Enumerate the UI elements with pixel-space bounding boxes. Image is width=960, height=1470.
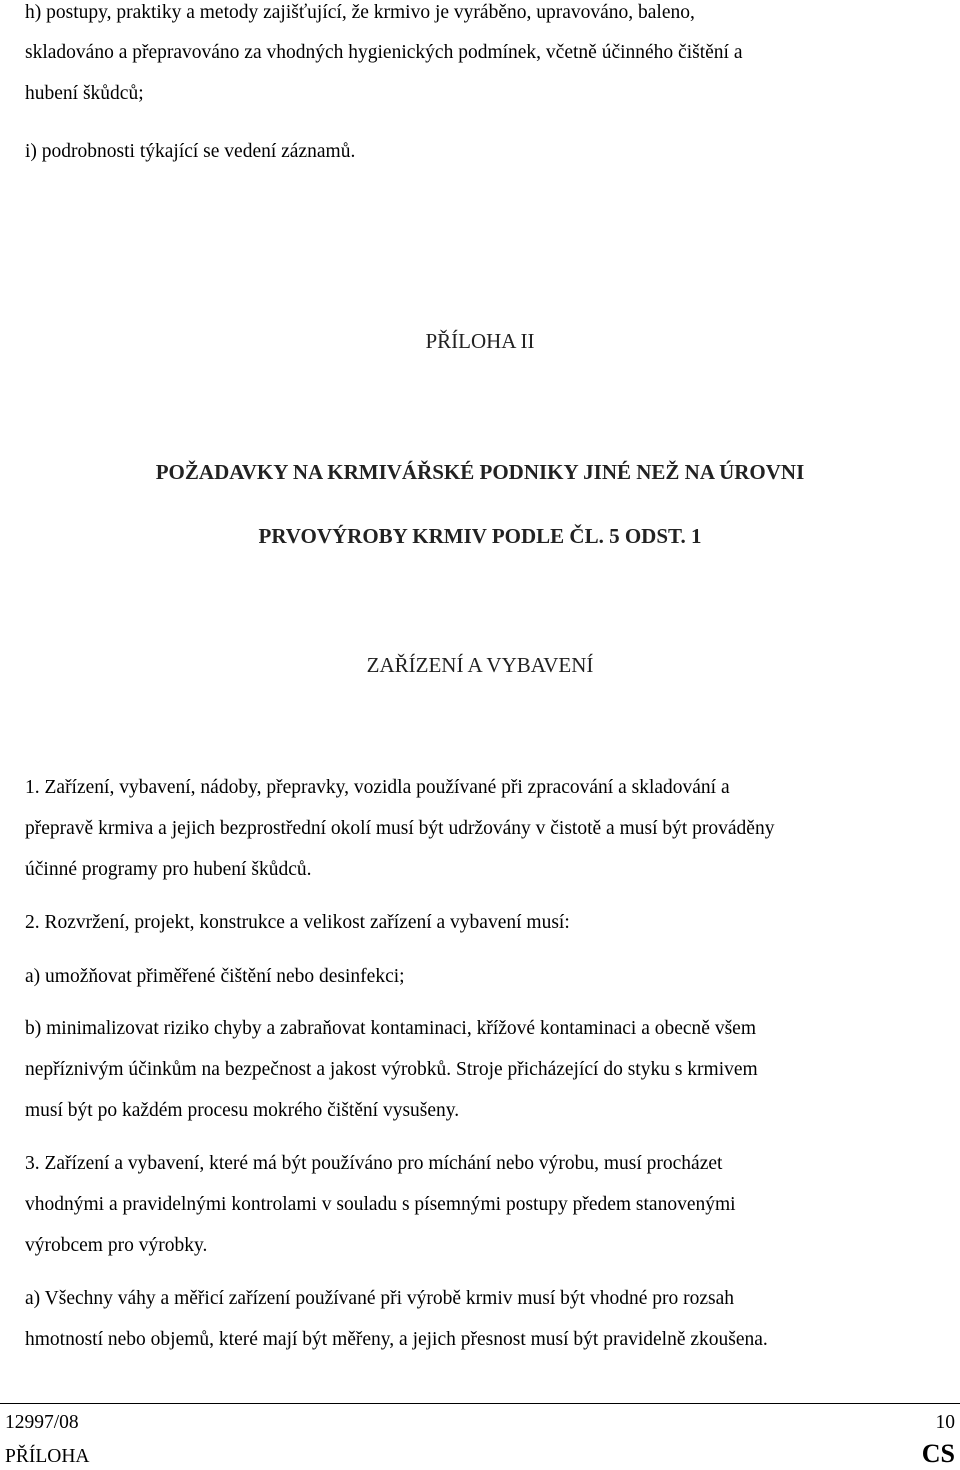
footer-doc-type: PŘÍLOHA xyxy=(5,1446,90,1467)
footer-doc-number: 12997/08 xyxy=(5,1412,79,1433)
paragraph-3a-line: a) Všechny váhy a měřicí zařízení používané při výrobě krmiv musí být vhodné pro rozsah xyxy=(25,1288,734,1309)
paragraph-1-line: přepravě krmiva a jejich bezprostřední okolí musí být udržovány v čistotě a musí být prováděny xyxy=(25,818,775,839)
annex-title: PŘÍLOHA II xyxy=(425,329,535,353)
paragraph-2-line: musí být po každém procesu mokrého čištění vysušeny. xyxy=(25,1100,460,1121)
paragraph-3-line: výrobcem pro výrobky. xyxy=(25,1235,208,1256)
section-title: ZAŘÍZENÍ A VYBAVENÍ xyxy=(366,653,594,677)
body-text-line: h) postupy, praktiky a metody zajišťující, že krmivo je vyráběno, upravováno, baleno, xyxy=(25,2,695,23)
footer-page-number: 10 xyxy=(935,1412,955,1433)
paragraph-2-line: b) minimalizovat riziko chyby a zabraňovat kontaminaci, křížové kontaminaci a obecně všem xyxy=(25,1018,756,1039)
paragraph-1-line: účinné programy pro hubení škůdců. xyxy=(25,859,312,880)
annex-heading-line-1: POŽADAVKY NA KRMIVÁŘSKÉ PODNIKY JINÉ NEŽ NA ÚROVNI xyxy=(155,460,805,484)
paragraph-3a-line: hmotností nebo objemů, které mají být měřeny, a jejich přesnost musí být pravidelně zkoušena. xyxy=(25,1329,768,1350)
body-text-line: skladováno a přepravováno za vhodných hygienických podmínek, včetně účinného čištění a xyxy=(25,42,743,63)
body-text-line: i) podrobnosti týkající se vedení záznamů. xyxy=(25,141,356,162)
footer-language-code: CS xyxy=(921,1439,955,1468)
paragraph-3-line: 3. Zařízení a vybavení, které má být používáno pro míchání nebo výrobu, musí procházet xyxy=(25,1153,723,1174)
paragraph-1-line: 1. Zařízení, vybavení, nádoby, přepravky, vozidla používané při zpracování a skladování a xyxy=(25,777,730,798)
paragraph-2-line: 2. Rozvržení, projekt, konstrukce a velikost zařízení a vybavení musí: xyxy=(25,912,570,933)
paragraph-2-line: nepříznivým účinkům na bezpečnost a jakost výrobků. Stroje přicházející do styku s krmivem xyxy=(25,1059,758,1080)
annex-heading-line-2: PRVOVÝROBY KRMIV PODLE ČL. 5 ODST. 1 xyxy=(258,524,702,548)
paragraph-2-line: a) umožňovat přiměřené čištění nebo desinfekci; xyxy=(25,966,405,987)
paragraph-3-line: vhodnými a pravidelnými kontrolami v souladu s písemnými postupy předem stanovenými xyxy=(25,1194,736,1215)
footer-divider xyxy=(0,1403,960,1404)
body-text-line: hubení škůdců; xyxy=(25,83,144,104)
